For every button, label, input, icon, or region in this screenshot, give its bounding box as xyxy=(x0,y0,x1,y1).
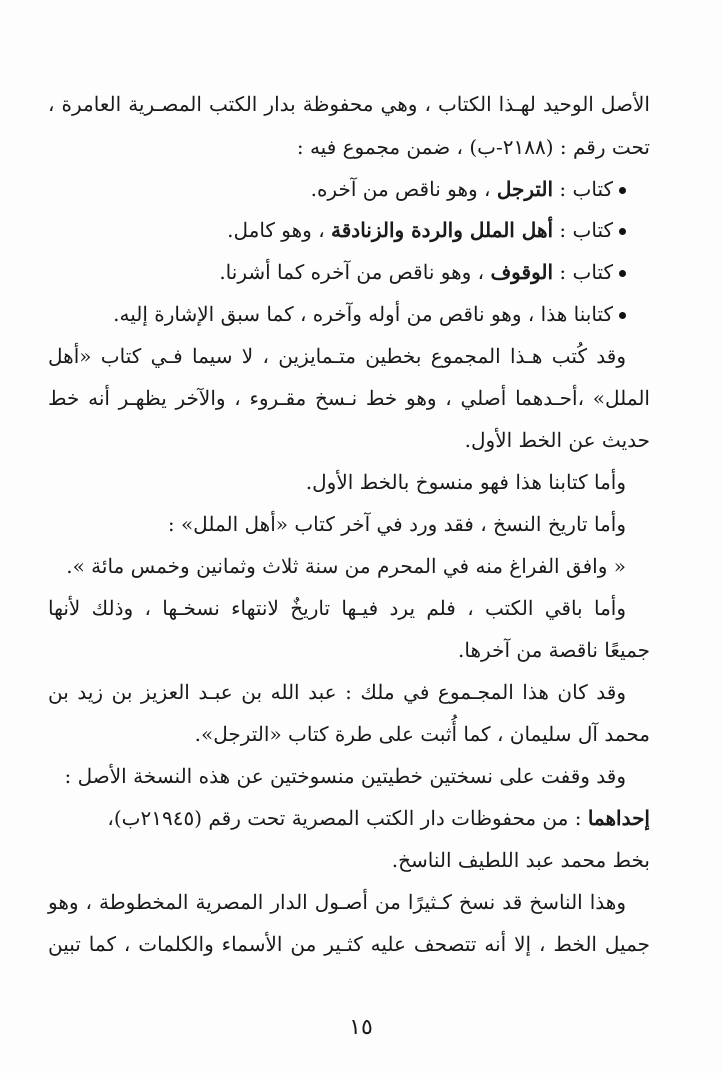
list-item-text: كتابنا هذا ، وهو ناقص من أوله وآخره ، كما سبق الإشارة إليه. xyxy=(113,302,613,326)
list-item-suffix: ، وهو ناقص من آخره كما أشرنا. xyxy=(219,260,491,284)
list-item xyxy=(48,294,650,334)
text-line: وأما تاريخ النسخ ، فقد ورد في آخر كتاب «أهل الملل» : xyxy=(167,512,626,536)
list-item xyxy=(48,252,650,292)
text-line: تحت رقم : (٢١٨٨-ب) ، ضمن مجموع فيه : xyxy=(296,135,650,159)
list-item-prefix: كتاب : xyxy=(553,260,613,284)
text-line: وهذا الناسخ قد نسخ كـثيرًا من أصـول الدار المصرية المخطوطة ، وهو xyxy=(48,890,626,914)
text-line-suffix: : من محفوظات دار الكتب المصرية تحت رقم (٢١٩٤٥ب)، xyxy=(107,806,588,830)
list-item xyxy=(48,169,650,209)
list-item xyxy=(48,210,650,250)
text-line: وقد كُتب هـذا المجموع بخطين متـمايزين ، لا سيما فـي كتاب «أهل xyxy=(48,344,626,368)
list-item-suffix: ، وهو ناقص من آخره. xyxy=(310,177,497,201)
manuscript-label: إحداهما xyxy=(587,806,650,830)
text-line: الملل» ،أحـدهما أصلي ، وهو خط نـسخ مقـروء ، والآخر يظهـر أنه خط xyxy=(48,386,650,410)
text-line: وأما باقي الكتب ، فلم يرد فيـها تاريخٌ لانتهاء نسخـها ، وذلك لأنها xyxy=(48,596,626,620)
text-line: حديث عن الخط الأول. xyxy=(464,428,650,452)
bullet-icon xyxy=(619,312,626,319)
text-line: وقد وقفت على نسختين خطيتين منسوختين عن هذه النسخة الأصل : xyxy=(64,764,626,788)
quotation-line: « وافق الفراغ منه في المحرم من سنة ثلاث وثمانين وخمس مائة ». xyxy=(66,554,626,578)
text-line: الأصل الوحيد لهـذا الكتاب ، وهي محفوظة بدار الكتب المصـرية العامرة ، xyxy=(48,92,650,116)
text-line: جميعًا ناقصة من آخرها. xyxy=(458,638,650,662)
text-line xyxy=(48,798,650,838)
text-line: وأما كتابنا هذا فهو منسوخ بالخط الأول. xyxy=(305,470,626,494)
text-line: بخط محمد عبد اللطيف الناسخ. xyxy=(391,848,650,872)
bullet-icon xyxy=(619,270,626,277)
bullet-icon xyxy=(619,228,626,235)
page-number: ١٥ xyxy=(349,1015,373,1040)
book-title: الترجل xyxy=(496,177,554,201)
text-line: محمد آل سليمان ، كما أُثبت على طرة كتاب «الترجل». xyxy=(194,722,650,746)
list-item-suffix: ، وهو كامل. xyxy=(227,218,332,242)
text-line: جميل الخط ، إلا أنه تتصحف عليه كثـير من الأسماء والكلمات ، كما تبين xyxy=(48,932,650,956)
page-text xyxy=(48,0,650,1073)
list-item-prefix: كتاب : xyxy=(553,177,613,201)
list-item-prefix: كتاب : xyxy=(553,218,613,242)
book-title: الوقوف xyxy=(490,260,554,284)
bullet-icon xyxy=(619,187,626,194)
book-title: أهل الملل والردة والزنادقة xyxy=(331,218,554,242)
text-line: وقد كان هذا المجـموع في ملك : عبد الله بن عبـد العزيز بن زيد بن xyxy=(48,680,626,704)
